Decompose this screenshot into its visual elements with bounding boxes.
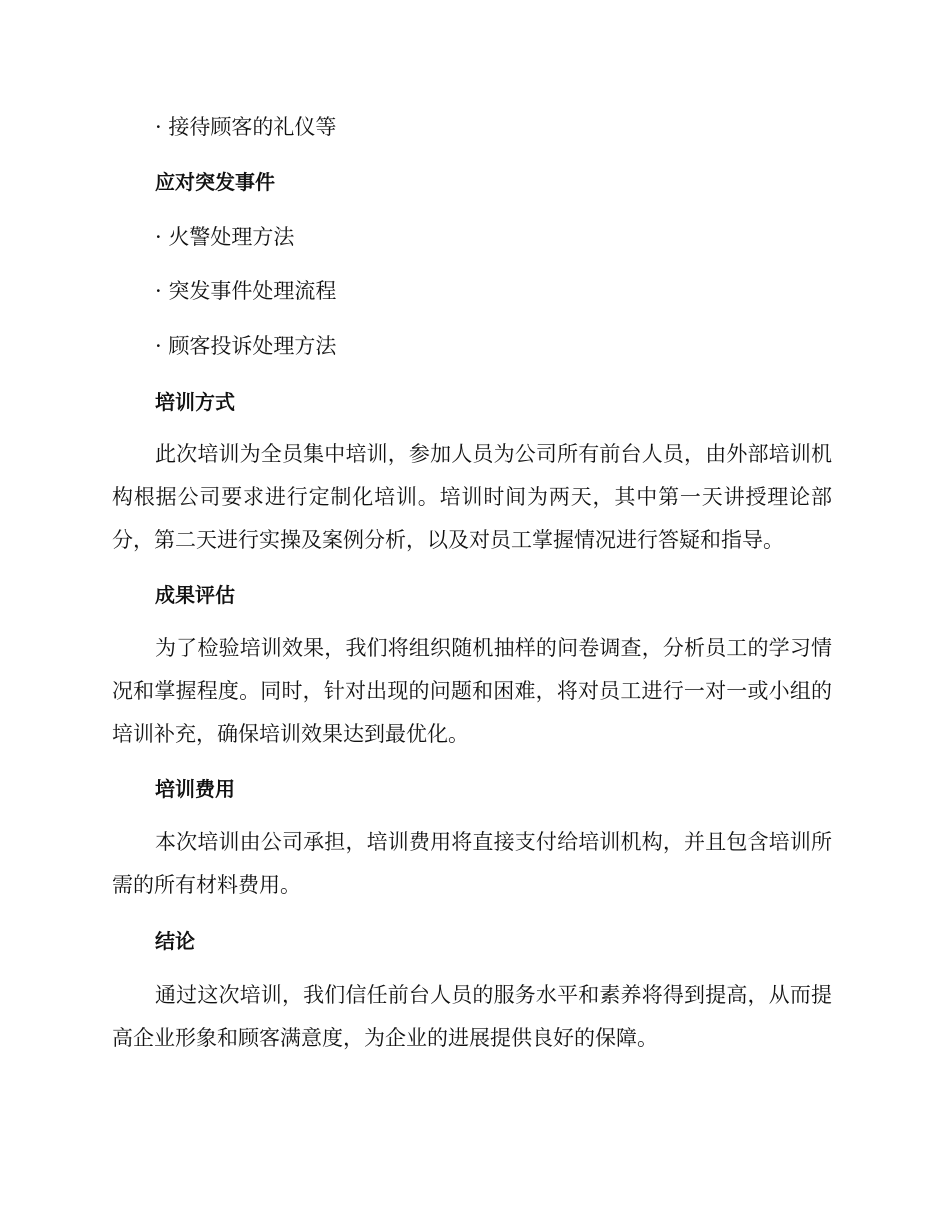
paragraph-outcome-evaluation: 为了检验培训效果，我们将组织随机抽样的问卷调查，分析员工的学习情况和掌握程度。同时，针对出现的问题和困难，将对员工进行一对一或小组的培训补充，确保培训效果达到最优化。 <box>112 636 832 746</box>
section-heading-outcome-evaluation: 成果评估 <box>155 583 235 607</box>
bullet-item-fire-alarm: · 火警处理方法 <box>155 225 295 249</box>
paragraph-training-method: 此次培训为全员集中培训，参加人员为公司所有前台人员，由外部培训机构根据公司要求进行定制化培训。培训时间为两天，其中第一天讲授理论部分，第二天进行实操及案例分析，以及对员工掌握情况进行答疑和指导。 <box>112 442 832 552</box>
paragraph-training-cost: 本次培训由公司承担，培训费用将直接支付给培训机构，并且包含培训所需的所有材料费用。 <box>112 830 832 897</box>
section-heading-conclusion: 结论 <box>155 929 195 953</box>
bullet-item-emergency-process: · 突发事件处理流程 <box>155 279 337 303</box>
bullet-item-complaint-handling: · 顾客投诉处理方法 <box>155 334 337 358</box>
bullet-item-reception-etiquette: · 接待顾客的礼仪等 <box>155 115 337 139</box>
section-heading-emergency: 应对突发事件 <box>155 170 275 194</box>
section-heading-training-method: 培训方式 <box>155 390 235 414</box>
section-heading-training-cost: 培训费用 <box>155 777 235 801</box>
paragraph-conclusion: 通过这次培训，我们信任前台人员的服务水平和素养将得到提高，从而提高企业形象和顾客满意度，为企业的进展提供良好的保障。 <box>112 983 832 1050</box>
